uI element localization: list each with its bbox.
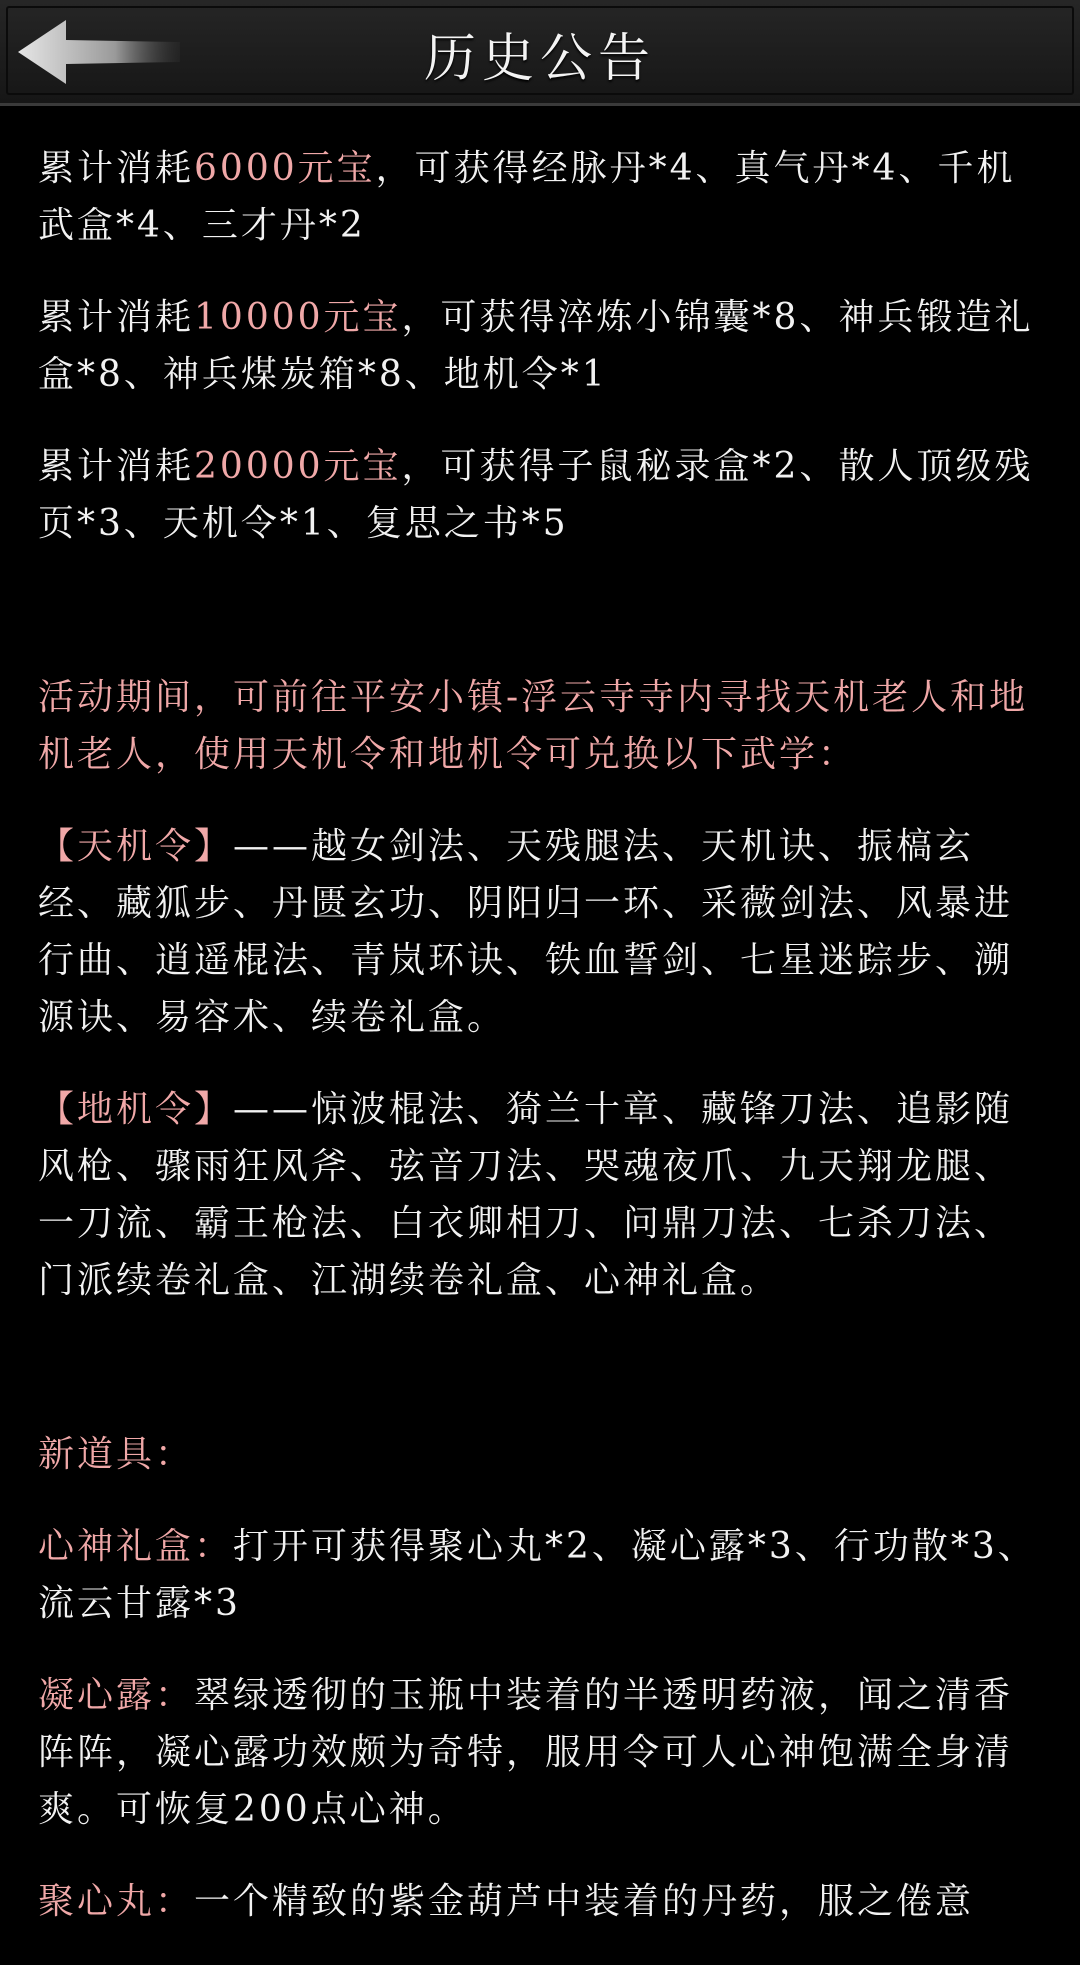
item-name: 聚心丸： bbox=[38, 1881, 195, 1922]
tier-rewards: ，可获得淬炼小锦囊*8、神兵锻造礼盒*8、神兵煤炭箱*8、地机令*1 bbox=[38, 297, 1034, 395]
tianji-skills: ——越女剑法、天残腿法、天机诀、振槁玄经、藏狐步、丹匮玄功、阴阳归一环、采薇剑法、风暴进行曲、逍遥棍法、青岚环诀、铁血誓剑、七星迷踪步、溯源诀、易容术、续卷礼盒。 bbox=[38, 826, 1014, 1038]
item-2 bbox=[38, 1667, 1048, 1838]
page-title: 历史公告 bbox=[423, 29, 656, 89]
item-3 bbox=[38, 1873, 1048, 1930]
tier-rewards: ，可获得经脉丹*4、真气丹*4、千机武盒*4、三才丹*2 bbox=[38, 148, 1016, 246]
diji-label: 【地机令】 bbox=[38, 1089, 234, 1130]
item-desc: 打开可获得聚心丸*2、凝心露*3、行功散*3、流云甘露*3 bbox=[38, 1526, 1037, 1624]
tianji-list bbox=[38, 818, 1048, 1046]
spacer bbox=[38, 1344, 1048, 1426]
tier-prefix: 累计消耗 bbox=[38, 148, 195, 189]
diji-skills: ——惊波棍法、猗兰十章、藏锋刀法、追影随风枪、骤雨狂风斧、弦音刀法、哭魂夜爪、九天翔龙腿、一刀流、霸王枪法、白衣卿相刀、问鼎刀法、七杀刀法、门派续卷礼盒、江湖续卷礼盒、心神礼盒。 bbox=[38, 1089, 1014, 1301]
tier-amount: 10000元宝 bbox=[194, 297, 402, 338]
reward-tier-2 bbox=[38, 289, 1048, 403]
item-1 bbox=[38, 1518, 1048, 1632]
reward-tier-3 bbox=[38, 438, 1048, 552]
tier-amount: 20000元宝 bbox=[194, 446, 402, 487]
item-name: 凝心露： bbox=[38, 1675, 195, 1716]
tier-rewards: ，可获得子鼠秘录盒*2、散人顶级残页*3、天机令*1、复思之书*5 bbox=[38, 446, 1034, 544]
tier-prefix: 累计消耗 bbox=[38, 297, 195, 338]
item-desc: 一个精致的紫金葫芦中装着的丹药，服之倦意 bbox=[194, 1881, 975, 1922]
item-name: 心神礼盒： bbox=[38, 1526, 234, 1567]
event-intro: 活动期间，可前往平安小镇-浮云寺寺内寻找天机老人和地机老人，使用天机令和地机令可兑换以下武学： bbox=[38, 677, 1029, 775]
item-desc: 翠绿透彻的玉瓶中装着的半透明药液，闻之清香阵阵，凝心露功效颇为奇特，服用令可人心神饱满全身清爽。可恢复200点心神。 bbox=[38, 1675, 1014, 1830]
header-bar bbox=[0, 0, 1080, 106]
new-items-title: 新道具： bbox=[38, 1434, 195, 1475]
tier-amount: 6000元宝 bbox=[194, 148, 376, 189]
tianji-label: 【天机令】 bbox=[38, 826, 234, 867]
spacer bbox=[38, 587, 1048, 669]
reward-tier-1 bbox=[38, 140, 1048, 254]
diji-list bbox=[38, 1081, 1048, 1309]
tier-prefix: 累计消耗 bbox=[38, 446, 195, 487]
announcement-content bbox=[38, 140, 1048, 1965]
